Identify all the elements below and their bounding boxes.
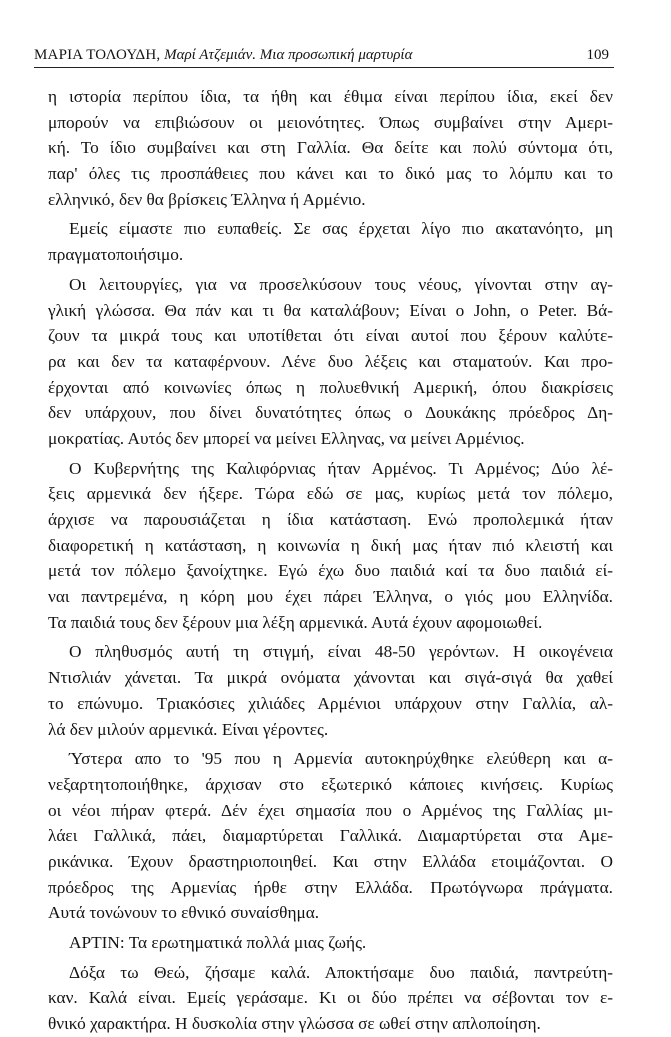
paragraph: [48, 84, 613, 212]
text-line: Εμείς είμαστε πιο ευπαθείς. Σε σας έρχεται λίγο πιο ακατανόητο, μη: [69, 219, 613, 239]
text-line: ρικάνικα. Έχουν δραστηριοποιηθεί. Και στην Ελλάδα ετοιμάζονται. Ο: [48, 851, 613, 871]
paragraph: [48, 639, 613, 742]
running-header: [34, 45, 609, 65]
text-line: Αυτά τονώνουν το εθνικό συναίσθημα.: [48, 903, 320, 923]
text-line: Ο πληθυσμός αυτή τη στιγμή, είναι 48-50 γερόντων. Η οικογένεια: [69, 642, 613, 662]
header-author: ΜΑΡΙΑ ΤΟΛΟΥΔΗ,: [34, 47, 161, 63]
text-line: Τα παιδιά τους δεν ξέρουν μια λέξη αρμενικά. Αυτά έχουν αφομοιωθεί.: [48, 612, 543, 632]
header-rule: [34, 67, 614, 68]
text-line: ναι παντρεμένα, η κόρη μου έχει πάρει Έλληνα, ο γιός μου Ελληνίδα.: [48, 587, 613, 607]
text-line: πραγματοποιήσιμο.: [48, 245, 184, 265]
text-line: ΑΡΤΙΝ: Τα ερωτηματικά πολλά μιας ζωής.: [69, 933, 367, 952]
header-title: Μαρί Ατζεμιάν. Μια προσωπική μαρτυρία: [164, 47, 413, 63]
text-line: Δόξα τω Θεώ, ζήσαμε καλά. Αποκτήσαμε δυο παιδιά, παντρεύτη-: [69, 962, 613, 982]
text-line: νεξαρτητοποιήθηκε, άρχισαν στο εξωτερικό κάποιες κινήσεις. Κυρίως: [48, 774, 613, 794]
text-line: μοκρατίας. Αυτός δεν μπορεί να μείνει Ελληνας, να μείνει Αρμένιος.: [48, 428, 525, 448]
text-line: διαφορετική η κατάσταση, η κοινωνία η δική μας ήταν πιό κλειστή και: [48, 535, 613, 555]
text-line: ρα και δεν τα καταφέρνουν. Λένε δυο λέξεις και σταματούν. Και προ-: [48, 351, 613, 371]
text-line: έρχονται από κοινωνίες όπως η πολυεθνική Αμερική, όπου διακρίσεις: [48, 377, 613, 397]
text-line: μετά τον πόλεμο ξανοίχτηκε. Εγώ έχω δυο παιδιά καί τα δυο παιδιά εί-: [48, 561, 613, 581]
text-line: γλική γλώσσα. Θα πάν και τι θα καταλάβουν; Είναι ο John, ο Peter. Βά-: [48, 300, 613, 320]
text-line: Ντισλιάν χάνεται. Τα μικρά ονόματα χάνονται και σιγά-σιγά θα χαθεί: [48, 668, 613, 688]
text-line: η ιστορία περίπου ίδια, τα ήθη και έθιμα είναι περίπου ίδια, εκεί δεν: [48, 87, 613, 106]
text-line: λάει Γαλλικά, πάει, διαμαρτύρεται Γαλλικά. Διαμαρτύρεται στα Αμε-: [48, 826, 613, 846]
text-line: κή. Το ίδιο συμβαίνει και στη Γαλλία. Θα δείτε και πολύ σύντομα ότι,: [48, 138, 613, 158]
text-line: καν. Καλά είναι. Εμείς γεράσαμε. Κι οι δύο πρέπει να σέβονται τον ε-: [48, 988, 613, 1008]
text-line: παρ' όλες τις προσπάθειες που κάνει και το δικό μας το λόμπυ και το: [48, 164, 613, 184]
text-line: Ο Κυβερνήτης της Καλιφόρνιας ήταν Αρμένος. Τι Αρμένος; Δύο λέ-: [69, 458, 613, 478]
text-line: θνικό χαρακτήρα. Η δυσκολία στην γλώσσα σε ωθεί στην απλοποίηση.: [48, 1014, 541, 1034]
text-line: δεν υπάρχουν, που δίνει δυνατότητες όπως ο Δουκάκης πρόεδρος Δη-: [48, 403, 613, 423]
text-line: άρχισε να παρουσιάζεται η ίδια κατάσταση. Ενώ προπολεμικά ήταν: [48, 510, 613, 529]
page-number: 109: [586, 47, 609, 63]
text-line: πρόεδρος της Αρμενίας ήρθε στην Ελλάδα. Πρωτόγνωρα πράγματα.: [48, 877, 613, 897]
paragraph: [48, 456, 613, 636]
text-line: Οι λειτουργίες, για να προσελκύσουν τους νέους, γίνονται στην αγ-: [69, 274, 613, 294]
paragraph: [48, 746, 613, 926]
paragraph: [48, 216, 613, 267]
text-line: ξεις αρμενικά δεν ήξερε. Τώρα εδώ σε μας, κυρίως μετά τον πόλεμο,: [48, 484, 613, 504]
paragraph: [48, 930, 613, 956]
text-line: οι νέοι πήραν φτερά. Δέν έχει σημασία που ο Αρμένος της Γαλλίας μι-: [48, 800, 613, 820]
text-line: το επώνυμο. Τριακόσιες χιλιάδες Αρμένιοι υπάρχουν στην Γαλλία, αλ-: [48, 693, 613, 713]
body-text: [48, 84, 613, 1037]
paragraph: [48, 960, 613, 1037]
text-line: μπορούν να επιβιώσουν οι μειονότητες. Όπως συμβαίνει στην Αμερι-: [48, 112, 613, 132]
paragraph: [48, 272, 613, 452]
text-line: λά δεν μιλούν αρμενικά. Είναι γέροντες.: [48, 719, 329, 739]
text-line: Ύστερα απο το '95 που η Αρμενία αυτοκηρύχθηκε ελεύθερη και α-: [69, 749, 613, 769]
text-line: ζουν τα μικρά τους και υποτίθεται ότι είναι αυτοί που ξέρουν καλύτε-: [48, 326, 613, 346]
text-line: ελληνικό, δεν θα βρίσκεις Έλληνα ή Αρμένιο.: [48, 189, 366, 209]
